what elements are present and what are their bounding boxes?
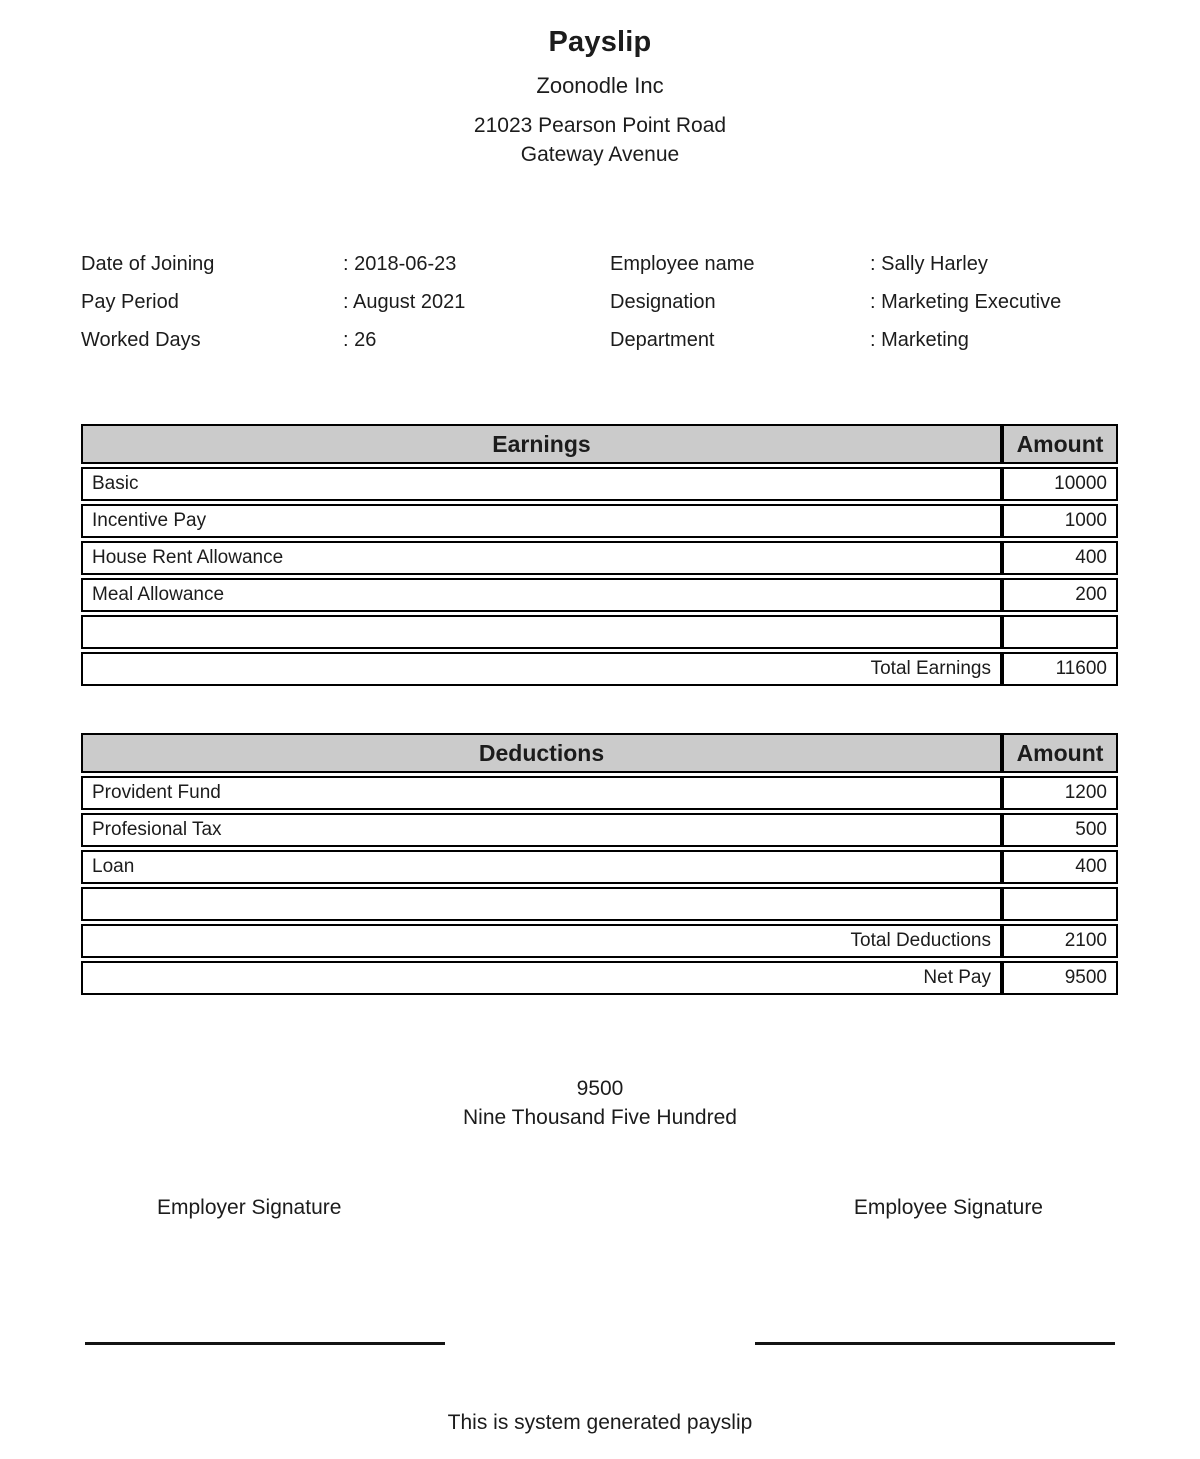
deductions-amount-header: Amount	[1002, 733, 1118, 773]
info-value-designation: : Marketing Executive	[870, 291, 1062, 313]
info-label-worked-days: Worked Days	[81, 329, 201, 351]
employee-signature-label: Employee Signature	[853, 1196, 1043, 1219]
table-row-empty	[81, 615, 1118, 649]
earnings-header-row	[81, 424, 1118, 464]
deductions-row-label: Provident Fund	[81, 776, 1002, 810]
deductions-row-amount: 400	[1002, 850, 1118, 884]
earnings-row-label: House Rent Allowance	[81, 541, 1002, 575]
employer-signature-line	[85, 1342, 445, 1345]
info-label-department: Department	[610, 329, 715, 351]
signature-lines	[0, 1342, 1200, 1345]
earnings-section-header: Earnings	[81, 424, 1002, 464]
deductions-row-label: Loan	[81, 850, 1002, 884]
info-value-pay-period: : August 2021	[343, 291, 466, 313]
table-row-empty	[81, 887, 1118, 921]
company-address-line2: Gateway Avenue	[520, 143, 680, 166]
signature-labels	[0, 1196, 1200, 1220]
deductions-row-amount: 500	[1002, 813, 1118, 847]
deductions-header-row	[81, 733, 1118, 773]
total-earnings-amount: 11600	[1002, 652, 1118, 686]
table-row	[81, 850, 1118, 884]
table-row	[81, 776, 1118, 810]
net-pay-summary	[0, 1074, 1200, 1132]
total-earnings-label: Total Earnings	[81, 652, 1002, 686]
info-value-worked-days: : 26	[343, 329, 377, 351]
info-label-employee-name: Employee name	[610, 253, 755, 275]
earnings-table	[81, 421, 1118, 689]
footer-note: This is system generated payslip	[447, 1411, 753, 1434]
company-address-line1: 21023 Pearson Point Road	[473, 114, 727, 137]
earnings-row-label	[81, 615, 1002, 649]
earnings-row-amount: 400	[1002, 541, 1118, 575]
table-row	[81, 467, 1118, 501]
info-value-employee-name: : Sally Harley	[870, 253, 988, 275]
earnings-row-label: Incentive Pay	[81, 504, 1002, 538]
table-row	[81, 578, 1118, 612]
earnings-amount-header: Amount	[1002, 424, 1118, 464]
earnings-row-amount	[1002, 615, 1118, 649]
net-pay-in-words: Nine Thousand Five Hundred	[463, 1106, 737, 1129]
table-row	[81, 541, 1118, 575]
deductions-row-label: Profesional Tax	[81, 813, 1002, 847]
info-label-date-of-joining: Date of Joining	[81, 253, 215, 275]
net-pay-numeric: 9500	[576, 1077, 624, 1100]
earnings-row-amount: 1000	[1002, 504, 1118, 538]
earnings-row-amount: 200	[1002, 578, 1118, 612]
employee-info-grid	[81, 245, 1119, 359]
earnings-row-amount: 10000	[1002, 467, 1118, 501]
page-title: Payslip	[548, 26, 652, 58]
net-pay-amount: 9500	[1002, 961, 1118, 995]
net-pay-row	[81, 961, 1118, 995]
deductions-row-amount	[1002, 887, 1118, 921]
net-pay-label: Net Pay	[81, 961, 1002, 995]
total-deductions-amount: 2100	[1002, 924, 1118, 958]
deductions-table	[81, 730, 1118, 998]
earnings-total-row	[81, 652, 1118, 686]
deductions-row-amount: 1200	[1002, 776, 1118, 810]
table-row	[81, 813, 1118, 847]
deductions-section-header: Deductions	[81, 733, 1002, 773]
employee-signature-line	[755, 1342, 1115, 1345]
info-label-designation: Designation	[610, 291, 716, 313]
info-value-department: : Marketing	[870, 329, 969, 351]
total-deductions-label: Total Deductions	[81, 924, 1002, 958]
earnings-row-label: Basic	[81, 467, 1002, 501]
employer-signature-label: Employer Signature	[157, 1196, 342, 1219]
info-value-date-of-joining: : 2018-06-23	[343, 253, 457, 275]
earnings-row-label: Meal Allowance	[81, 578, 1002, 612]
company-address	[0, 111, 1200, 169]
info-label-pay-period: Pay Period	[81, 291, 179, 313]
deductions-row-label	[81, 887, 1002, 921]
company-name: Zoonodle Inc	[536, 73, 664, 98]
table-row	[81, 504, 1118, 538]
deductions-total-row	[81, 924, 1118, 958]
